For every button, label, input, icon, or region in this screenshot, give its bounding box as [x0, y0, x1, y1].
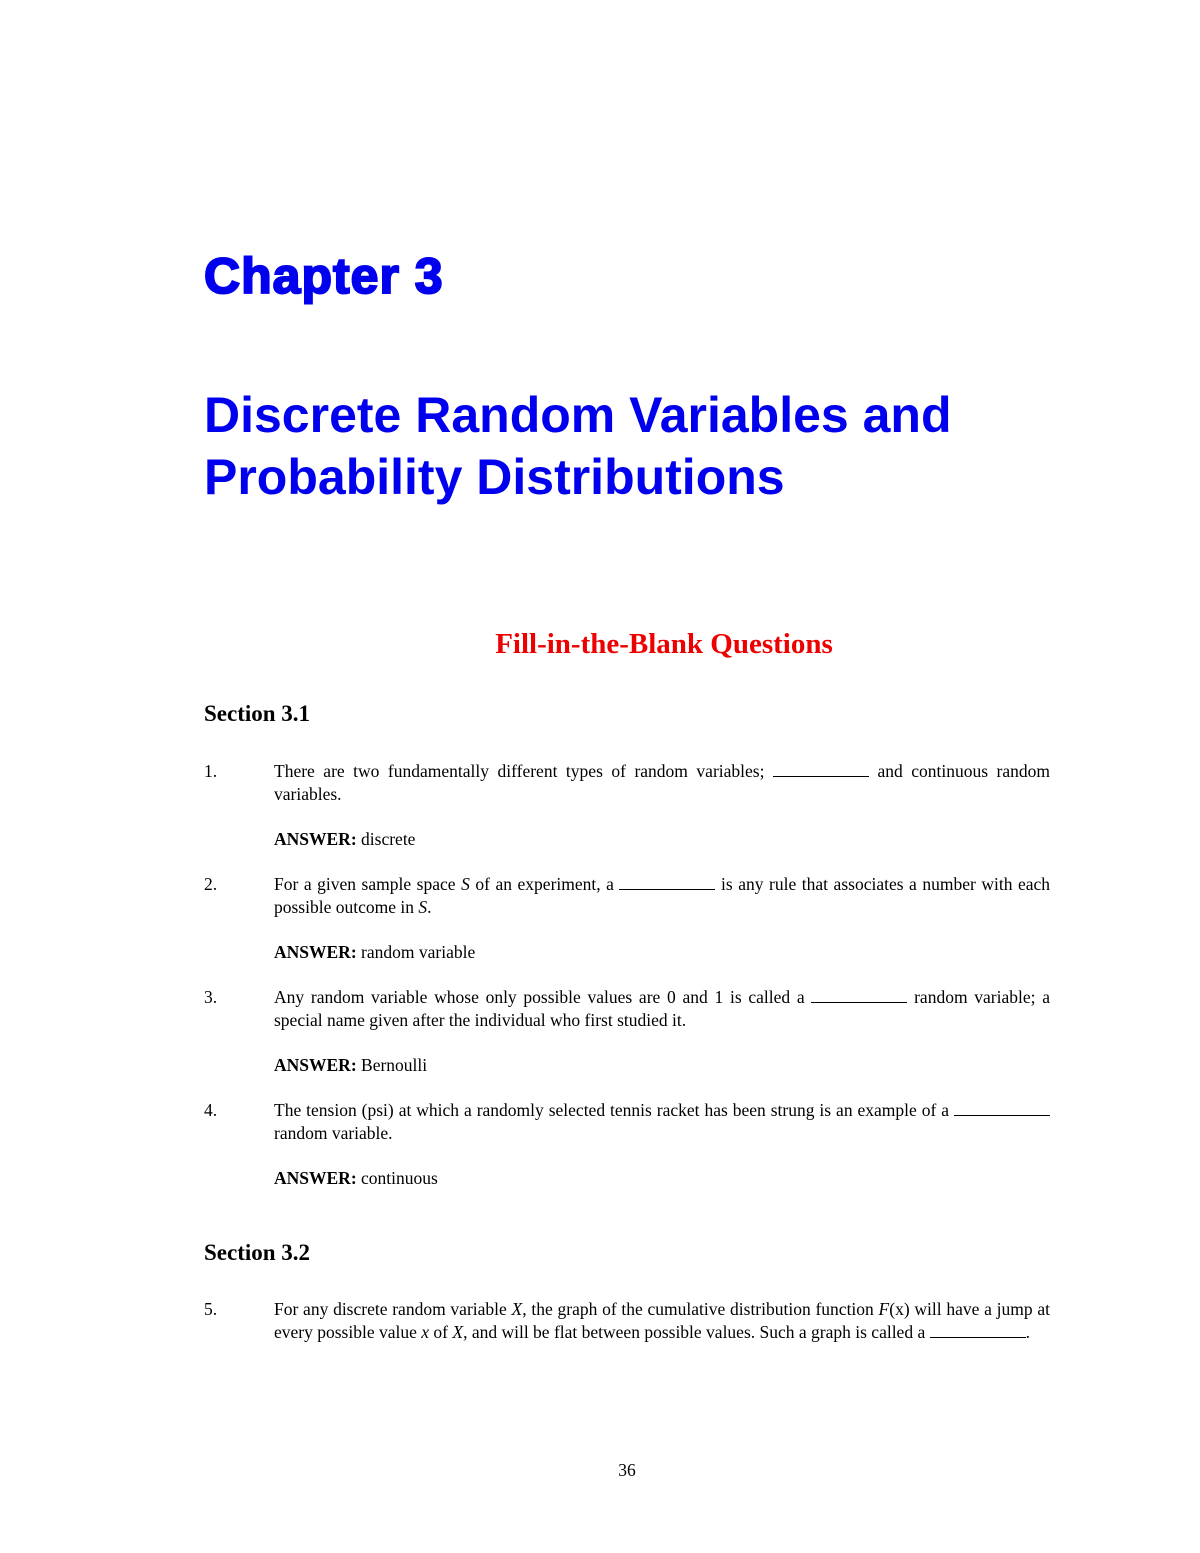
answer-value: discrete: [361, 829, 416, 849]
answer-blank: [619, 875, 715, 890]
question-text-part: The tension (psi) at which a randomly selected tennis racket has been strung is an example of a: [274, 1100, 950, 1120]
answer-value: Bernoulli: [361, 1055, 428, 1075]
question-number: 5.: [204, 1299, 218, 1319]
question-text-part: For a given sample space: [274, 874, 456, 894]
question-number: 4.: [204, 1100, 218, 1120]
answer-blank: [954, 1101, 1050, 1116]
chapter-label: Chapter 3: [204, 248, 444, 304]
answer-line: [274, 828, 1050, 851]
question-number: 1.: [204, 761, 218, 781]
variable: S: [461, 874, 470, 894]
question-text-part: , and will be flat between possible values. Such a graph is called a: [463, 1322, 926, 1342]
variable: x: [421, 1322, 430, 1342]
question-text-part: random variable.: [274, 1123, 393, 1143]
chapter-title-line2: Probability Distributions: [204, 449, 785, 505]
question-text-part: random variable; a special name given after the individual who first studied it.: [274, 987, 1051, 1030]
answer-label: ANSWER:: [274, 1168, 357, 1188]
question-text-part: .: [1025, 1322, 1030, 1342]
answer-label: ANSWER:: [274, 942, 357, 962]
section-3-2-title: Section 3.2: [204, 1240, 311, 1265]
chapter-title: [204, 384, 1104, 508]
answer-line: [274, 941, 1050, 964]
page-number: 36: [618, 1460, 636, 1480]
variable: F: [878, 1299, 890, 1319]
answer-value: random variable: [361, 942, 476, 962]
question-text: [274, 760, 1050, 806]
variable: S: [418, 897, 428, 917]
variable: X: [452, 1322, 464, 1342]
question-text: [274, 1298, 1050, 1344]
answer-blank: [930, 1323, 1026, 1338]
fill-in-blank-heading: Fill-in-the-Blank Questions: [495, 628, 833, 660]
question-text-part: , the graph of the cumulative distribution function: [522, 1299, 874, 1319]
answer-value: continuous: [361, 1168, 438, 1188]
question-text-part: For any discrete random variable: [274, 1299, 507, 1319]
question-text: [274, 1099, 1050, 1145]
chapter-title-line1: Discrete Random Variables and: [204, 387, 952, 443]
answer-blank: [811, 988, 907, 1003]
question-text: [274, 986, 1050, 1032]
answer-line: [274, 1054, 1050, 1077]
question-number: 3.: [204, 987, 218, 1007]
variable: X: [511, 1299, 523, 1319]
question-text-part: There are two fundamentally different types of random variables;: [274, 761, 765, 781]
section-3-1-title: Section 3.1: [204, 701, 311, 726]
answer-label: ANSWER:: [274, 1055, 357, 1075]
answer-label: ANSWER:: [274, 829, 357, 849]
question-text-part: of an experiment, a: [475, 874, 614, 894]
question-text-part: (x) will have a jump at every possible value: [274, 1299, 1051, 1342]
question-text: [274, 873, 1050, 919]
answer-blank: [773, 762, 869, 777]
question-text-part: of: [433, 1322, 448, 1342]
question-text-part: Any random variable whose only possible values are 0 and 1 is called a: [274, 987, 805, 1007]
answer-line: [274, 1167, 1050, 1190]
question-text-part: and continuous random variables.: [274, 761, 1051, 804]
question-text-part: is any rule that associates a number with each possible outcome in: [274, 874, 1051, 917]
question-number: 2.: [204, 874, 218, 894]
question-text-part: .: [427, 897, 432, 917]
